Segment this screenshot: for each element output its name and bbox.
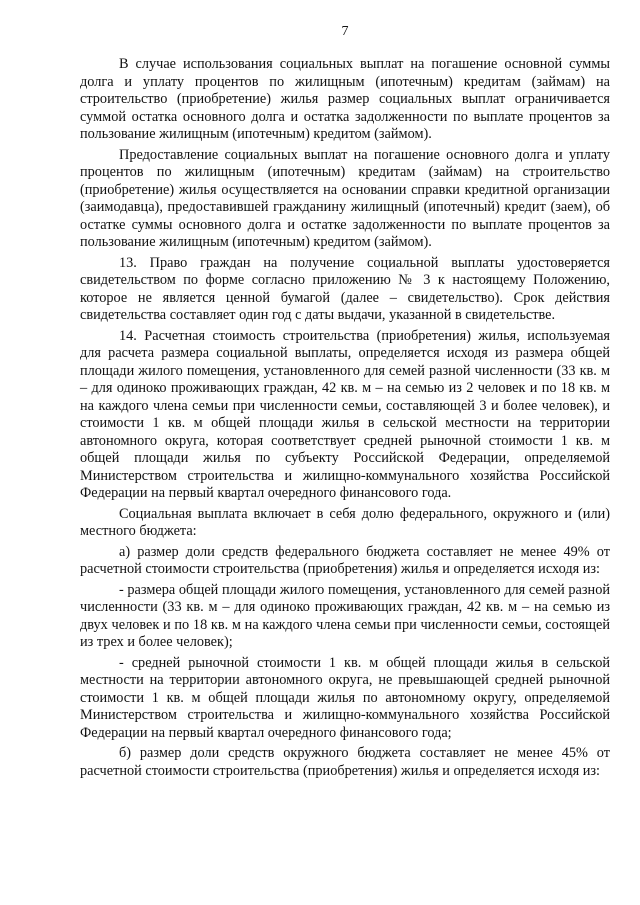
- paragraph-bank-certificate: Предоставление социальных выплат на погашение основного долга и уплату процентов по жилищным (ипотечным) кредитам (займам) на строительство (приобретение) жилья осуществляется на основании справки кредитной организации (заимодавца), предоставившей гражданину жилищный (ипотечный) кредит (заем), об остатке суммы основного долга и остатке задолженности по выплате процентов за пользование жилищным (ипотечным) кредитом (займом).: [80, 146, 610, 250]
- paragraph-budget-shares: Социальная выплата включает в себя долю федерального, окружного и (или) местного бюджета:: [80, 505, 610, 539]
- paragraph-13-certificate: 13. Право граждан на получение социальной выплаты удостоверяется свидетельством по форме согласно приложению № 3 к настоящему Положению, которое не является ценной бумагой (далее – свидетельство). Срок действия свидетельства составляет один год с даты выдачи, указанной в свидетельстве.: [80, 254, 610, 323]
- paragraph-federal-share: а) размер доли средств федерального бюджета составляет не менее 49% от расчетной стоимости строительства (приобретения) жилья и определяется исходя из:: [80, 543, 610, 577]
- document-page: [80, 22, 610, 783]
- paragraph-regional-share: б) размер доли средств окружного бюджета составляет не менее 45% от расчетной стоимости строительства (приобретения) жилья и определяется исходя из:: [80, 745, 610, 779]
- paragraph-market-cost: - средней рыночной стоимости 1 кв. м общей площади жилья в сельской местности на территории автономного округа, не превышающей средней рыночной стоимости 1 кв. м общей площади жилья по автономному округу, определяемой Министерством строительства и жилищно-коммунального хозяйства Российской Федерации на первый квартал очередного финансового года;: [80, 654, 610, 741]
- paragraph-14-estimated-cost: 14. Расчетная стоимость строительства (приобретения) жилья, используемая для расчета размера социальной выплаты, определяется исходя из размера общей площади жилого помещения, установленного для семей разной численности (33 кв. м – для одиноко проживающих граждан, 42 кв. м – на семью из 2 человек и по 18 кв. м на каждого члена семьи при численности семьи, составляющей 3 и более человек), и стоимости 1 кв. м общей площади жилья в сельской местности на территории автономного округа, которая соответствует средней рыночной стоимости 1 кв. м общей площади жилья по субъекту Российской Федерации, определяемой Министерством строительства и жилищно-коммунального хозяйства Российской Федерации на первый квартал очередного финансового года.: [80, 327, 610, 501]
- paragraph-area-norms: - размера общей площади жилого помещения, установленного для семей разной численности (33 кв. м – для одиноко проживающих граждан, 42 кв. м – на семью из двух человек и по 18 кв. м на каждого члена семьи при численности семьи, состоящей из трех и более человек);: [80, 581, 610, 650]
- page-number: 7: [341, 24, 349, 39]
- paragraph-social-payments-limit: В случае использования социальных выплат на погашение основной суммы долга и уплату процентов по жилищным (ипотечным) кредитам (займам) на строительство (приобретение) жилья размер социальных выплат ограничивается суммой остатка основного долга и остатка задолженности по выплате процентов за пользование жилищным (ипотечным) кредитом (займом).: [80, 56, 610, 142]
